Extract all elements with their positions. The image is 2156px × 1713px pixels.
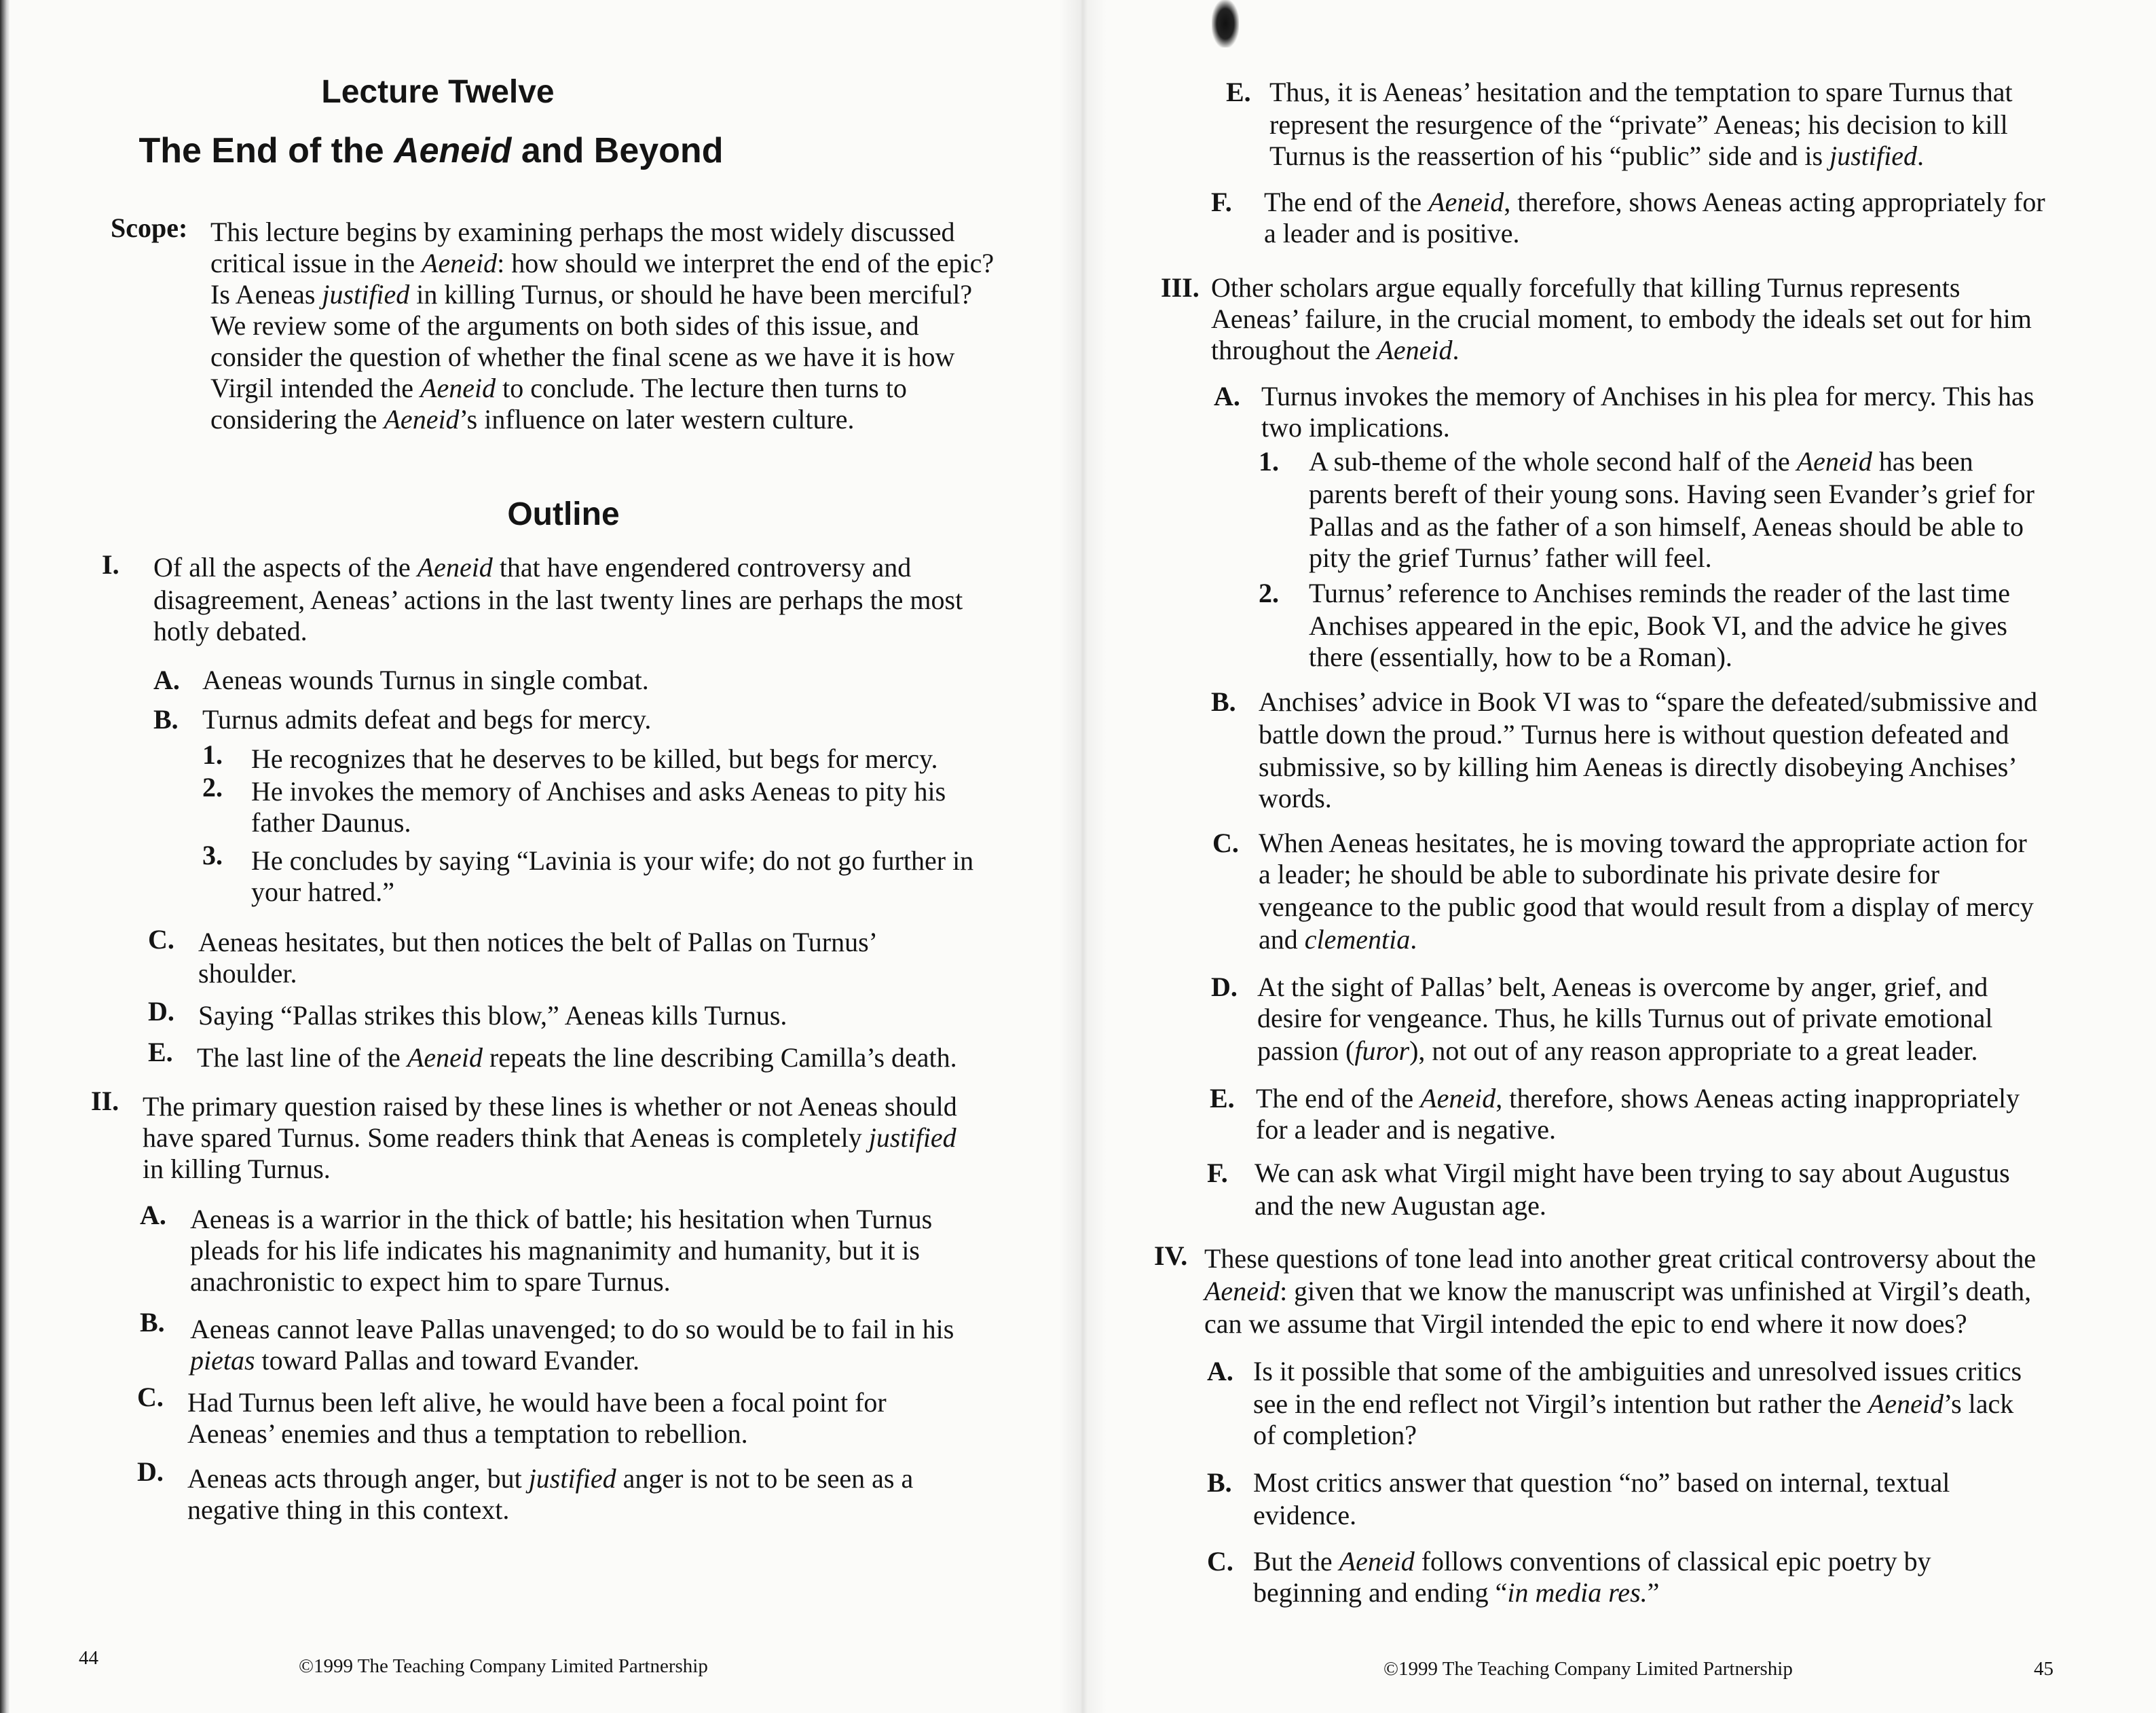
outline-text: have spared Turnus. Some readers think that Aeneas is completely justified [143,1122,956,1153]
outline-text: passion (furor), not out of any reason appropriate to a great leader. [1257,1035,1978,1066]
outline-text: The primary question raised by these lines is whether or not Aeneas should [143,1091,957,1122]
outline-text: Of all the aspects of the Aeneid that have engendered controversy and [153,552,912,583]
outline-text: Turnus’ reference to Anchises reminds the reader of the last time [1309,578,2011,608]
book-gutter [1059,0,1107,1713]
outline-text: Thus, it is Aeneas’ hesitation and the temptation to spare Turnus that [1269,77,2013,107]
outline-text: throughout the Aeneid. [1211,335,1460,365]
outline-text: Is it possible that some of the ambiguities and unresolved issues critics [1253,1356,2022,1386]
item-label: B. [1211,686,1236,717]
outline-text: The end of the Aeneid, therefore, shows Aeneas acting inappropriately [1256,1083,2020,1113]
item-label: 1. [1259,446,1279,477]
outline-text: Turnus is the reassertion of his “public” side and is justified. [1269,141,1924,171]
item-label: 1. [202,739,223,770]
item-label: C. [137,1382,164,1412]
outline-text: Turnus invokes the memory of Anchises in his plea for mercy. This has [1261,381,2034,411]
outline-text: evidence. [1253,1500,1357,1530]
item-label: B. [153,704,179,735]
outline-text: and clementia. [1259,924,1417,955]
outline-text: Had Turnus been left alive, he would have been a focal point for [187,1387,887,1418]
outline-text: words. [1259,783,1332,813]
outline-text: of completion? [1253,1420,1417,1450]
outline-text: Aeneas hesitates, but then notices the belt of Pallas on Turnus’ [198,927,878,957]
outline-text: a leader; he should be able to subordinate his private desire for [1259,859,1939,889]
footer-copyright: ©1999 The Teaching Company Limited Partnership [299,1655,708,1677]
outline-text: Aeneas cannot leave Pallas unavenged; to do so would be to fail in his [190,1314,954,1344]
outline-text: disagreement, Aeneas’ actions in the last twenty lines are perhaps the most [153,585,963,615]
outline-text: Most critics answer that question “no” based on internal, textual [1253,1467,1950,1498]
outline-text: We can ask what Virgil might have been trying to say about Augustus [1254,1158,2010,1188]
item-label: B. [1207,1467,1232,1498]
item-label: A. [140,1200,166,1230]
ink-smudge [1212,0,1239,48]
outline-text: and the new Augustan age. [1254,1190,1546,1221]
outline-text: Aeneas’ enemies and thus a temptation to rebellion. [187,1418,748,1449]
lecture-title: Lecture Twelve [321,74,555,110]
item-label: E. [1226,77,1251,107]
outline-text: He concludes by saying “Lavinia is your wife; do not go further in [251,845,974,876]
item-label: D. [137,1456,164,1487]
outline-text: He invokes the memory of Anchises and asks Aeneas to pity his [251,776,946,807]
item-label: D. [1211,972,1238,1002]
item-label: C. [1207,1546,1233,1577]
outline-text: father Daunus. [251,807,411,838]
outline-text: Turnus admits defeat and begs for mercy. [202,704,652,735]
scope-line: This lecture begins by examining perhaps the most widely discussed [210,217,955,247]
outline-text: At the sight of Pallas’ belt, Aeneas is overcome by anger, grief, and [1257,972,1988,1002]
outline-text: Aeneid: given that we know the manuscript was unfinished at Virgil’s death, [1204,1276,2032,1306]
outline-text: Aeneas wounds Turnus in single combat. [202,665,649,695]
scope-line: critical issue in the Aeneid: how should we interpret the end of the epic? [210,248,995,278]
outline-text: anachronistic to expect him to spare Turnus. [190,1266,671,1297]
item-label: F. [1211,187,1232,217]
page-number: 45 [2034,1658,2053,1680]
outline-text: can we assume that Virgil intended the epic to end where it now does? [1204,1308,1967,1339]
item-label: A. [153,665,180,695]
outline-text: He recognizes that he deserves to be killed, but begs for mercy. [251,743,938,774]
outline-text: pleads for his life indicates his magnanimity and humanity, but it is [190,1235,920,1266]
item-label: F. [1207,1158,1228,1188]
lecture-subtitle: The End of the Aeneid and Beyond [138,131,724,170]
item-label: A. [1207,1356,1233,1386]
item-label: E. [148,1037,173,1067]
outline-text: pietas toward Pallas and toward Evander. [190,1345,640,1376]
outline-text: Anchises’ advice in Book VI was to “spare the defeated/submissive and [1259,686,2038,717]
outline-text: Aeneas is a warrior in the thick of battle; his hesitation when Turnus [190,1204,933,1234]
scope-line: consider the question of whether the final scene as we have it is how [210,342,955,372]
outline-text: Aeneas acts through anger, but justified anger is not to be seen as a [187,1463,914,1494]
outline-text: a leader and is positive. [1264,218,1520,248]
outline-text: submissive, so by killing him Aeneas is directly disobeying Anchises’ [1259,752,2018,782]
item-label: D. [148,996,174,1027]
scope-line: We review some of the arguments on both sides of this issue, and [210,310,919,341]
outline-text: desire for vengeance. Thus, he kills Turnus out of private emotional [1257,1003,1993,1033]
scope-line: Is Aeneas justified in killing Turnus, or should he have been merciful? [210,279,973,310]
binding-shadow [0,0,10,1713]
outline-text: beginning and ending “in media res.” [1253,1577,1660,1608]
section-number: II. [91,1086,119,1116]
item-label: A. [1214,381,1240,411]
outline-text: your hatred.” [251,877,395,907]
section-number: I. [102,549,119,580]
outline-text: two implications. [1261,412,1450,443]
outline-text: negative thing in this context. [187,1494,510,1525]
item-label: B. [140,1307,165,1338]
outline-text: But the Aeneid follows conventions of classical epic poetry by [1253,1546,1931,1577]
outline-text: see in the end reflect not Virgil’s intention but rather the Aeneid’s lack [1253,1388,2014,1419]
outline-text: Anchises appeared in the epic, Book VI, and the advice he gives [1309,610,2007,641]
outline-text: battle down the proud.” Turnus here is without question defeated and [1259,719,2009,750]
section-number: IV. [1154,1240,1188,1271]
item-label: C. [148,924,174,955]
outline-text: Saying “Pallas strikes this blow,” Aeneas kills Turnus. [198,1000,787,1031]
outline-text: Pallas and as the father of a son himself, Aeneas should be able to [1309,511,2024,542]
outline-text: vengeance to the public good that would result from a display of mercy [1259,891,2034,922]
outline-text: The end of the Aeneid, therefore, shows Aeneas acting appropriately for [1264,187,2045,217]
outline-text: When Aeneas hesitates, he is moving toward the appropriate action for [1259,828,2027,858]
section-number: III. [1161,272,1200,303]
right-page [1078,0,2156,1713]
item-label: 2. [1259,578,1279,608]
outline-text: represent the resurgence of the “private” Aeneas; his decision to kill [1269,109,2008,140]
item-label: 2. [202,772,223,803]
outline-heading: Outline [507,496,620,532]
outline-text: for a leader and is negative. [1256,1114,1557,1145]
scope-line: Virgil intended the Aeneid to conclude. The lecture then turns to [210,373,907,403]
item-label: C. [1212,828,1239,858]
footer-copyright: ©1999 The Teaching Company Limited Partnership [1383,1658,1793,1680]
outline-text: Aeneas’ failure, in the crucial moment, to embody the ideals set out for him [1211,303,2032,334]
outline-text: A sub-theme of the whole second half of the Aeneid has been [1309,446,1973,477]
item-label: 3. [202,840,223,870]
page-number: 44 [79,1647,98,1669]
outline-text: there (essentially, how to be a Roman). [1309,642,1732,672]
outline-text: These questions of tone lead into another great critical controversy about the [1204,1243,2037,1274]
outline-text: Other scholars argue equally forcefully that killing Turnus represents [1211,272,1960,303]
outline-text: The last line of the Aeneid repeats the line describing Camilla’s death. [197,1042,957,1073]
outline-text: shoulder. [198,958,297,989]
scope-label: Scope: [111,213,188,243]
scope-line: considering the Aeneid’s influence on later western culture. [210,404,855,435]
outline-text: parents bereft of their young sons. Having seen Evander’s grief for [1309,479,2034,509]
outline-text: in killing Turnus. [143,1154,331,1184]
outline-text: pity the grief Turnus’ father will feel. [1309,542,1712,573]
outline-text: hotly debated. [153,616,308,646]
item-label: E. [1210,1083,1235,1113]
